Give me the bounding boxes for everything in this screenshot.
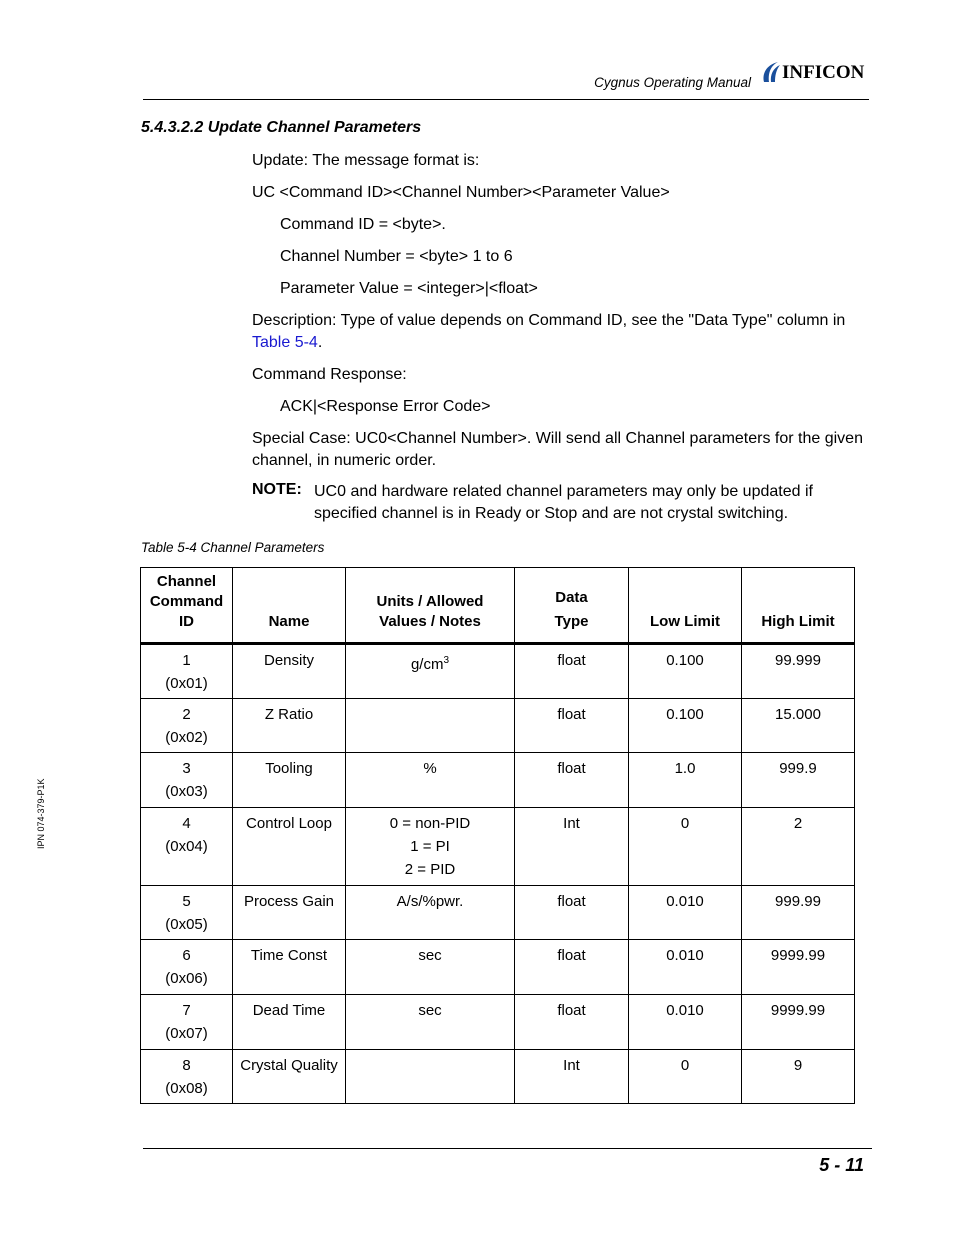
cell-name: Time Const [233, 940, 346, 995]
command-id-def: Command ID = <byte>. [280, 216, 446, 233]
update-format-text: Update: The message format is: [252, 152, 480, 169]
cell-data-type: Int [515, 808, 629, 886]
table-row [141, 699, 855, 753]
cell-high-limit: 999.99 [742, 886, 855, 940]
section-heading: 5.4.3.2.2 Update Channel Parameters [141, 119, 422, 136]
cell-name: Tooling [233, 753, 346, 808]
cell-units: 0 = non-PID 1 = PI 2 = PID [346, 808, 515, 886]
cell-units: A/s/%pwr. [346, 886, 515, 940]
command-response-label: Command Response: [252, 366, 407, 383]
cell-data-type: float [515, 699, 629, 753]
header-command-id: Channel Command ID [141, 568, 233, 644]
header-rule [143, 99, 869, 100]
cell-command-id: 3 (0x03) [141, 753, 233, 808]
table-row [141, 1050, 855, 1104]
header-low-limit: Low Limit [629, 568, 742, 644]
units-with-exponent: $g/cm^3$ [410, 655, 450, 673]
description-paragraph [252, 310, 872, 354]
manual-title: Cygnus Operating Manual [594, 75, 751, 90]
note-label: NOTE: [252, 481, 302, 498]
cell-command-id: 1 (0x01) [141, 644, 233, 699]
cell-high-limit: 99.999 [742, 644, 855, 699]
special-case-text: Special Case: UC0<Channel Number>. Will send all Channel parameters for the given channel, in numeric order. [252, 430, 863, 469]
table-row [141, 886, 855, 940]
cell-high-limit: 9999.99 [742, 940, 855, 995]
table-row [141, 644, 855, 699]
cell-units [346, 699, 515, 753]
cell-units: % [346, 753, 515, 808]
table-row [141, 995, 855, 1050]
cell-command-id: 8 (0x08) [141, 1050, 233, 1104]
cell-command-id: 4 (0x04) [141, 808, 233, 886]
units-exponent: 3 [443, 655, 450, 666]
cell-units [346, 644, 515, 699]
footer-rule [143, 1148, 872, 1149]
response-value: ACK|<Response Error Code> [280, 398, 491, 415]
cell-low-limit: 0.010 [629, 940, 742, 995]
header-units: Units / Allowed Values / Notes [346, 568, 515, 644]
channel-number-def: Channel Number = <byte> 1 to 6 [280, 248, 513, 265]
table-row [141, 808, 855, 886]
cell-name: Dead Time [233, 995, 346, 1050]
cell-high-limit: 999.9 [742, 753, 855, 808]
table-header-row [141, 568, 855, 644]
page-number: 5 - 11 [819, 1155, 864, 1175]
cell-high-limit: 2 [742, 808, 855, 886]
cell-low-limit: 0 [629, 1050, 742, 1104]
cell-high-limit: 9 [742, 1050, 855, 1104]
cell-low-limit: 0.010 [629, 995, 742, 1050]
note-text: UC0 and hardware related channel parameters may only be updated if specified channel is in Ready or Stop and are not crystal switching. [314, 483, 813, 522]
cell-data-type: float [515, 644, 629, 699]
table-row [141, 753, 855, 808]
cell-low-limit: 0.100 [629, 699, 742, 753]
cell-units [346, 1050, 515, 1104]
cell-data-type: float [515, 886, 629, 940]
cell-low-limit: 1.0 [629, 753, 742, 808]
cell-name: Z Ratio [233, 699, 346, 753]
command-syntax: UC <Command ID><Channel Number><Parameter Value> [252, 184, 670, 201]
cell-data-type: Int [515, 1050, 629, 1104]
cell-low-limit: 0.100 [629, 644, 742, 699]
description-text: Description: Type of value depends on Command ID, see the "Data Type" column in [252, 312, 846, 329]
header-high-limit: High Limit [742, 568, 855, 644]
cell-high-limit: 15.000 [742, 699, 855, 753]
header-data-type: Data Type [515, 568, 629, 644]
cell-units: sec [346, 940, 515, 995]
inficon-swoosh-icon [760, 60, 782, 84]
cell-name: Density [233, 644, 346, 699]
cell-name: Control Loop [233, 808, 346, 886]
cell-command-id: 7 (0x07) [141, 995, 233, 1050]
brand-name: INFICON [782, 62, 865, 83]
cell-units: sec [346, 995, 515, 1050]
cell-command-id: 6 (0x06) [141, 940, 233, 995]
cell-data-type: float [515, 753, 629, 808]
table-caption: Table 5-4 Channel Parameters [141, 540, 325, 555]
parameter-value-def: Parameter Value = <integer>|<float> [280, 280, 538, 297]
cell-high-limit: 9999.99 [742, 995, 855, 1050]
description-end: . [317, 334, 323, 351]
cell-name: Crystal Quality [233, 1050, 346, 1104]
channel-parameters-table [140, 567, 855, 1104]
table-link[interactable]: Table 5-4 [252, 334, 318, 351]
cell-low-limit: 0 [629, 808, 742, 886]
side-document-id: IPN 074-379-P1K [36, 778, 46, 849]
header-name: Name [233, 568, 346, 644]
cell-data-type: float [515, 940, 629, 995]
cell-name: Process Gain [233, 886, 346, 940]
cell-low-limit: 0.010 [629, 886, 742, 940]
table-row [141, 940, 855, 995]
inficon-logo [760, 58, 872, 88]
cell-command-id: 2 (0x02) [141, 699, 233, 753]
cell-command-id: 5 (0x05) [141, 886, 233, 940]
cell-data-type: float [515, 995, 629, 1050]
